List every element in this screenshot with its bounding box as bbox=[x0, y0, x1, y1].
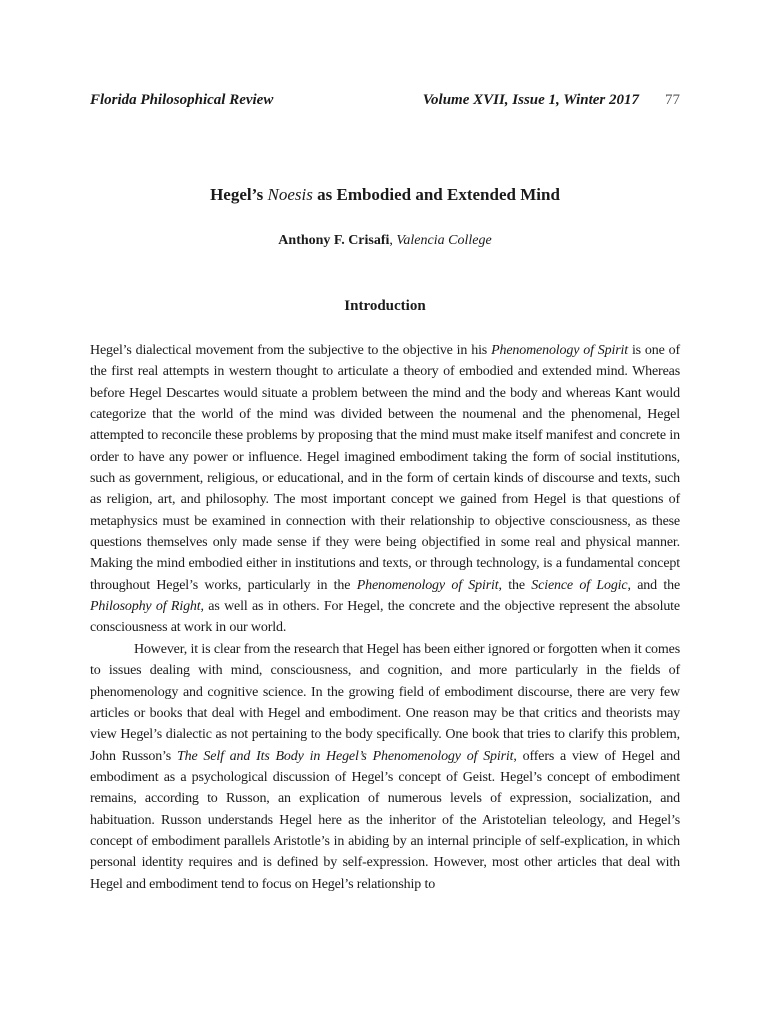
text-run: However, it is clear from the research that Hegel has been either ignored or forgotten when it comes to issues dealing with mind, consciousness, and cognition, and more particularly in the fields of phenomenology and cognitive science. In the growing field of embodiment discourse, there are very few articles or books that deal with Hegel and embodiment. One reason may be that critics and theorists may view Hegel’s dialectic as not pertaining to the body specifically. One book that tries to clarify this problem, John Russon’s bbox=[90, 641, 680, 764]
page-number: 77 bbox=[665, 92, 680, 108]
work-title: The Self and Its Body in Hegel’s Phenomenology of Spirit bbox=[176, 748, 514, 764]
text-run: is one of the first real attempts in western thought to articulate a theory of embodied and extended mind. Whereas before Hegel Descartes would situate a problem between the mind and the body and whereas Kant would categorize that the world of the mind was divided between the noumenal and the phenomenal, Hegel attempted to reconcile these problems by proposing that the mind must make itself manifest and concrete in order to have any power or influence. Hegel imagined embodiment taking the form of social institutions, such as government, religious, or educational, and in the form of certain kinds of discourse and texts, such as religion, art, and philosophy. The most important concept we gained from Hegel is that questions of metaphysics must be examined in connection with their relationship to objective consciousness, as these questions themselves only made sense if they were being objectified in some real and physical manner. Making the mind embodied either in institutions and texts, or through technology, is a fundamental concept throughout Hegel’s works, particularly in the bbox=[90, 343, 680, 593]
text-run: , as well as in others. For Hegel, the concrete and the objective represent the absolute consciousness at work in our world. bbox=[90, 599, 680, 636]
volume-info: Volume XVII, Issue 1, Winter 2017 bbox=[422, 92, 639, 108]
work-title: Phenomenology of Spirit bbox=[491, 343, 628, 358]
paragraph-2 bbox=[90, 639, 680, 895]
title-italic-term: Noesis bbox=[267, 185, 313, 204]
title-part: as Embodied and Extended Mind bbox=[312, 185, 560, 204]
text-run: , the bbox=[498, 577, 532, 593]
title-part: Hegel’s bbox=[210, 185, 268, 204]
journal-name: Florida Philosophical Review bbox=[90, 92, 274, 108]
author-affiliation: Valencia College bbox=[396, 233, 492, 248]
text-run: , and the bbox=[627, 577, 681, 593]
paragraph-1 bbox=[90, 340, 680, 639]
byline-separator: , bbox=[389, 233, 397, 248]
author-byline bbox=[90, 233, 680, 249]
work-title: Phenomenology of Spirit bbox=[356, 577, 499, 593]
text-run: Hegel’s dialectical movement from the subjective to the objective in his bbox=[90, 343, 492, 358]
article-title bbox=[90, 185, 680, 205]
body-text bbox=[90, 340, 680, 895]
work-title: Philosophy of Right bbox=[90, 599, 201, 615]
work-title: Science of Logic bbox=[531, 577, 628, 593]
author-name: Anthony F. Crisafi bbox=[278, 233, 390, 248]
running-header bbox=[90, 92, 680, 114]
text-run: , offers a view of Hegel and embodiment as a psychological discussion of Hegel’s concept of Geist. Hegel’s concept of embodiment remains, according to Russon, an explication of numerous levels of expression, socialization, and habituation. Russon understands Hegel here as the inheritor of the Aristotelian teleology, and Hegel’s concept of embodiment parallels Aristotle’s in abiding by an internal principle of self-explication, in which personal identity requires and is defined by self-expression. However, most other articles that deal with Hegel and embodiment tend to focus on Hegel’s relationship to bbox=[90, 748, 681, 892]
section-heading: Introduction bbox=[344, 298, 426, 314]
